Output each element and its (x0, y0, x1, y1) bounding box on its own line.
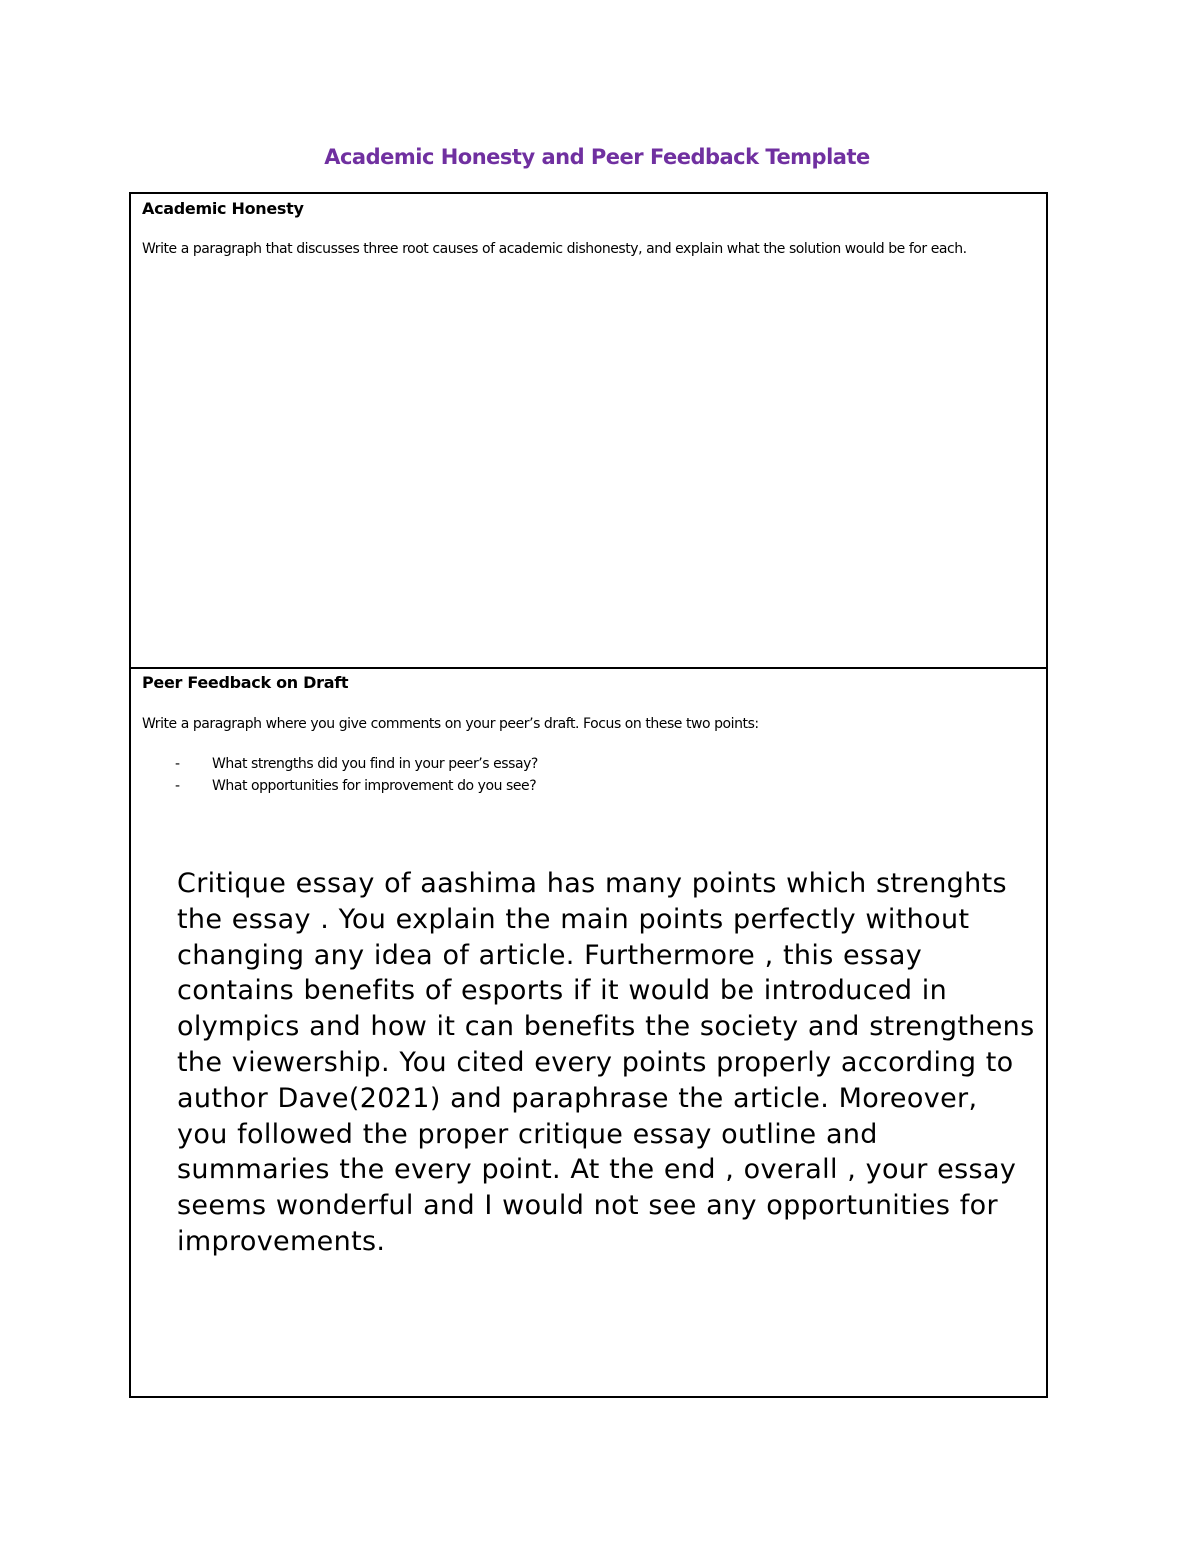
list-item (175, 775, 538, 797)
peer-feedback-response[interactable]: Critique essay of aashima has many points which strenghts the essay . You explain the main points perfectly without changing any idea of article. Furthermore , this essay contains benefits of esports if it would be introduced in olympics and how it can benefits the society and strengthens the viewership. You cited every points properly according to author Dave(2021) and paraphrase the article. Moreover, you followed the proper critique essay outline and summaries the every point. At the end , overall , your essay seems wonderful and I would not see any opportunities for improvements. (177, 868, 1035, 1257)
page-title: Academic Honesty and Peer Feedback Template (324, 145, 870, 169)
bullet-text: What strengths did you find in your peer’s essay? (212, 756, 538, 772)
bullet-marker: - (175, 756, 180, 772)
peer-feedback-heading: Peer Feedback on Draft (142, 673, 349, 692)
academic-honesty-response-area[interactable] (131, 269, 1046, 667)
bullet-marker: - (175, 778, 180, 794)
peer-feedback-bullet-list (175, 753, 538, 797)
peer-feedback-section (131, 669, 1046, 1396)
peer-feedback-instruction: Write a paragraph where you give comments on your peer’s draft. Focus on these two points: (142, 716, 759, 732)
academic-honesty-heading: Academic Honesty (142, 199, 304, 218)
bullet-text: What opportunities for improvement do you see? (212, 778, 537, 794)
academic-honesty-section (131, 194, 1046, 669)
academic-honesty-instruction: Write a paragraph that discusses three root causes of academic dishonesty, and explain what the solution would be for each. (142, 241, 967, 257)
list-item (175, 753, 538, 775)
template-table (129, 192, 1048, 1398)
